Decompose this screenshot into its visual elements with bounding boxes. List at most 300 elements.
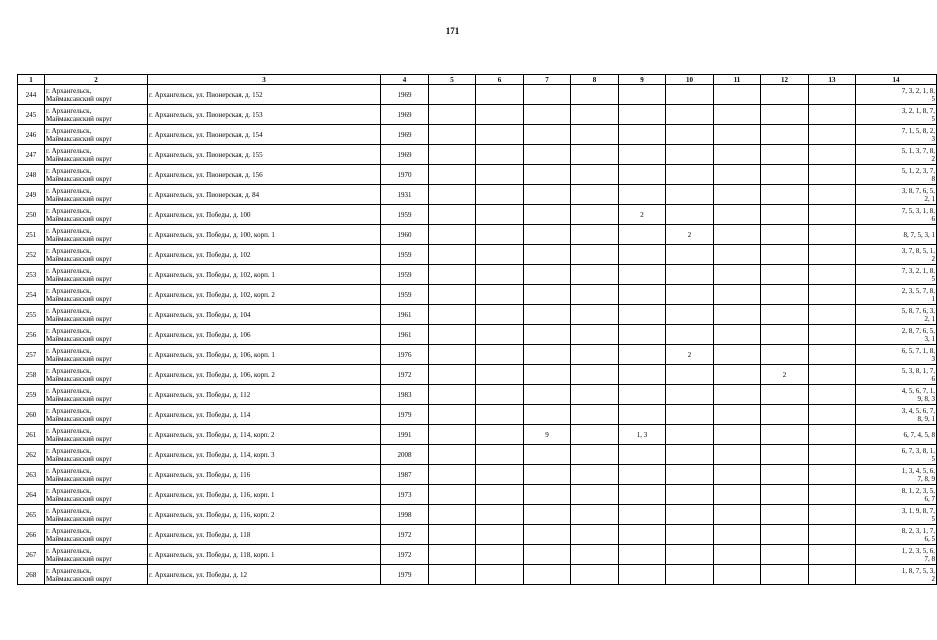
- col-13-cell: [809, 205, 856, 225]
- row-number-cell-text: 258: [25, 370, 37, 379]
- col-5-cell: [429, 285, 476, 305]
- district-cell: [45, 125, 148, 145]
- year-cell: [381, 405, 429, 425]
- row-number-cell-text: 253: [25, 270, 37, 279]
- row-number-cell: [18, 325, 45, 345]
- year-cell: [381, 245, 429, 265]
- col-11-cell: [714, 85, 761, 105]
- col-14-cell-text: 7, 1, 5, 8, 2, 3: [901, 126, 935, 143]
- row-number-cell-text: 268: [25, 570, 37, 579]
- address-cell-text: г. Архангельск, ул. Победы, д. 116: [149, 470, 251, 479]
- col-11-cell: [714, 465, 761, 485]
- year-cell-text: 1960: [397, 230, 412, 239]
- col-5-cell: [429, 545, 476, 565]
- col-11-cell: [714, 305, 761, 325]
- col-11-cell: [714, 365, 761, 385]
- col-14-cell: [856, 325, 937, 345]
- col-13-cell: [809, 345, 856, 365]
- col-13-cell: [809, 545, 856, 565]
- col-7-cell: [524, 225, 571, 245]
- district-cell: [45, 305, 148, 325]
- col-14-cell: [856, 365, 937, 385]
- year-cell: [381, 305, 429, 325]
- row-number-cell-text: 255: [25, 310, 37, 319]
- col-9-cell: [619, 565, 666, 585]
- col-6-cell: [476, 105, 524, 125]
- year-cell-text: 1961: [397, 330, 412, 339]
- col-6-cell: [476, 425, 524, 445]
- col-10-cell-text: 2: [687, 350, 692, 359]
- district-cell: [45, 265, 148, 285]
- row-number-cell-text: 262: [25, 450, 37, 459]
- table-row: [18, 165, 937, 185]
- address-cell: [148, 85, 381, 105]
- address-cell-text: г. Архангельск, ул. Победы, д. 114: [149, 410, 251, 419]
- col-8-cell: [571, 345, 619, 365]
- row-number-cell: [18, 565, 45, 585]
- col-6-cell: [476, 545, 524, 565]
- col-14-cell: [856, 425, 937, 445]
- row-number-cell: [18, 345, 45, 365]
- col-13-cell: [809, 265, 856, 285]
- table-row: [18, 325, 937, 345]
- col-7-cell: [524, 305, 571, 325]
- year-cell-text: 1931: [397, 190, 412, 199]
- col-10-cell: [666, 205, 714, 225]
- district-cell-text: г. Архангельск, Маймаксанский округ: [46, 226, 113, 243]
- col-8-cell: [571, 525, 619, 545]
- col-14-cell: [856, 105, 937, 125]
- address-cell: [148, 325, 381, 345]
- district-cell-text: г. Архангельск, Маймаксанский округ: [46, 166, 113, 183]
- row-number-cell: [18, 485, 45, 505]
- col-12-cell: [761, 225, 809, 245]
- address-cell: [148, 445, 381, 465]
- col-8-cell: [571, 365, 619, 385]
- col-9-cell: [619, 185, 666, 205]
- row-number-cell-text: 263: [25, 470, 37, 479]
- col-13-cell: [809, 445, 856, 465]
- col-9-cell: [619, 545, 666, 565]
- address-cell-text: г. Архангельск, ул. Победы, д. 104: [149, 310, 251, 319]
- col-11-cell: [714, 205, 761, 225]
- address-cell-text: г. Архангельск, ул. Победы, д. 100, корп. 1: [149, 230, 275, 239]
- col-10-cell: [666, 305, 714, 325]
- year-cell: [381, 325, 429, 345]
- table-row: [18, 285, 937, 305]
- year-cell: [381, 205, 429, 225]
- year-cell: [381, 105, 429, 125]
- table-row: [18, 305, 937, 325]
- col-7-cell: [524, 105, 571, 125]
- col-7-cell: [524, 325, 571, 345]
- col-13-cell: [809, 405, 856, 425]
- col-14-cell-text: 3, 2, 1, 8, 7, 5: [901, 106, 935, 123]
- year-cell-text: 2008: [397, 450, 412, 459]
- col-9-cell: [619, 465, 666, 485]
- col-10-cell: [666, 365, 714, 385]
- col-14-cell-text: 6, 7, 4, 5, 8: [903, 430, 935, 439]
- col-9-cell-text: 1, 3: [636, 430, 648, 439]
- col-9-cell: [619, 385, 666, 405]
- year-cell-text: 1970: [397, 170, 412, 179]
- col-13-cell: [809, 305, 856, 325]
- col-11-cell: [714, 425, 761, 445]
- address-cell: [148, 545, 381, 565]
- col-14-cell: [856, 525, 937, 545]
- col-13-cell: [809, 185, 856, 205]
- district-cell-text: г. Архангельск, Маймаксанский округ: [46, 206, 113, 223]
- col-7-cell: [524, 245, 571, 265]
- col-12-cell: [761, 365, 809, 385]
- col-5-cell: [429, 525, 476, 545]
- col-13-cell: [809, 325, 856, 345]
- district-cell-text: г. Архангельск, Маймаксанский округ: [46, 186, 113, 203]
- col-13-cell: [809, 385, 856, 405]
- col-11-cell: [714, 325, 761, 345]
- col-12-cell: [761, 545, 809, 565]
- col-13-cell: [809, 565, 856, 585]
- col-11-cell: [714, 145, 761, 165]
- table-row: [18, 485, 937, 505]
- year-cell-text: 1969: [397, 110, 412, 119]
- col-9-cell: [619, 245, 666, 265]
- row-number-cell: [18, 445, 45, 465]
- district-cell: [45, 385, 148, 405]
- col-6-cell: [476, 385, 524, 405]
- col-14-cell-text: 2, 8, 7, 6, 5, 3, 1: [901, 326, 935, 343]
- col-7-cell: [524, 285, 571, 305]
- col-6-cell: [476, 145, 524, 165]
- col-9-cell: [619, 285, 666, 305]
- address-cell-text: г. Архангельск, ул. Победы, д. 116, корп. 2: [149, 510, 275, 519]
- row-number-cell-text: 254: [25, 290, 37, 299]
- col-13-cell: [809, 225, 856, 245]
- address-cell: [148, 225, 381, 245]
- col-10-cell: [666, 285, 714, 305]
- col-8-cell: [571, 305, 619, 325]
- address-cell: [148, 485, 381, 505]
- row-number-cell-text: 267: [25, 550, 37, 559]
- year-cell: [381, 165, 429, 185]
- col-11-cell: [714, 285, 761, 305]
- col-6-cell: [476, 245, 524, 265]
- col-12-cell: [761, 285, 809, 305]
- col-14-cell: [856, 265, 937, 285]
- col-10-cell: [666, 565, 714, 585]
- col-5-cell: [429, 385, 476, 405]
- col-6-cell: [476, 205, 524, 225]
- col-7-cell: [524, 485, 571, 505]
- table-body: [18, 85, 937, 585]
- col-11-cell: [714, 185, 761, 205]
- column-header: 14: [856, 75, 937, 85]
- address-cell: [148, 185, 381, 205]
- col-8-cell: [571, 205, 619, 225]
- col-14-cell-text: 2, 3, 5, 7, 8, 1: [901, 286, 935, 303]
- col-5-cell: [429, 145, 476, 165]
- district-cell-text: г. Архангельск, Маймаксанский округ: [46, 526, 113, 543]
- col-11-cell: [714, 245, 761, 265]
- column-header: 2: [45, 75, 148, 85]
- table-row: [18, 105, 937, 125]
- row-number-cell: [18, 525, 45, 545]
- col-6-cell: [476, 465, 524, 485]
- col-10-cell: [666, 145, 714, 165]
- address-cell: [148, 425, 381, 445]
- col-5-cell: [429, 485, 476, 505]
- col-14-cell: [856, 345, 937, 365]
- year-cell-text: 1972: [397, 550, 412, 559]
- table-row: [18, 565, 937, 585]
- col-14-cell-text: 5, 3, 8, 1, 7, 6: [901, 366, 935, 383]
- col-9-cell: [619, 225, 666, 245]
- col-10-cell: [666, 465, 714, 485]
- col-5-cell: [429, 445, 476, 465]
- row-number-cell: [18, 265, 45, 285]
- year-cell: [381, 365, 429, 385]
- address-cell: [148, 245, 381, 265]
- col-5-cell: [429, 425, 476, 445]
- column-header: 8: [571, 75, 619, 85]
- column-header: 13: [809, 75, 856, 85]
- district-cell-text: г. Архангельск, Маймаксанский округ: [46, 446, 113, 463]
- row-number-cell-text: 252: [25, 250, 37, 259]
- address-cell: [148, 125, 381, 145]
- row-number-cell: [18, 365, 45, 385]
- col-6-cell: [476, 285, 524, 305]
- col-8-cell: [571, 285, 619, 305]
- column-header: 7: [524, 75, 571, 85]
- district-cell: [45, 365, 148, 385]
- district-cell-text: г. Архангельск, Маймаксанский округ: [46, 86, 113, 103]
- table-row: [18, 445, 937, 465]
- col-9-cell: [619, 445, 666, 465]
- col-9-cell: [619, 405, 666, 425]
- col-6-cell: [476, 365, 524, 385]
- col-8-cell: [571, 405, 619, 425]
- district-cell: [45, 145, 148, 165]
- district-cell-text: г. Архангельск, Маймаксанский округ: [46, 406, 113, 423]
- address-cell: [148, 345, 381, 365]
- col-5-cell: [429, 165, 476, 185]
- column-header: 11: [714, 75, 761, 85]
- col-10-cell: [666, 125, 714, 145]
- year-cell: [381, 505, 429, 525]
- col-5-cell: [429, 325, 476, 345]
- col-9-cell: [619, 325, 666, 345]
- column-header: 5: [429, 75, 476, 85]
- year-cell: [381, 425, 429, 445]
- col-14-cell-text: 7, 5, 3, 1, 8, 6: [901, 206, 935, 223]
- address-cell-text: г. Архангельск, ул. Победы, д. 118: [149, 530, 251, 539]
- year-cell-text: 1959: [397, 270, 412, 279]
- row-number-cell: [18, 285, 45, 305]
- col-12-cell: [761, 105, 809, 125]
- col-10-cell: [666, 525, 714, 545]
- column-header: 9: [619, 75, 666, 85]
- col-6-cell: [476, 565, 524, 585]
- address-cell-text: г. Архангельск, ул. Пионерская, д. 155: [149, 150, 263, 159]
- col-10-cell: [666, 265, 714, 285]
- district-cell: [45, 85, 148, 105]
- row-number-cell: [18, 85, 45, 105]
- col-9-cell: [619, 145, 666, 165]
- address-cell-text: г. Архангельск, ул. Победы, д. 114, корп. 3: [149, 450, 275, 459]
- col-11-cell: [714, 565, 761, 585]
- address-cell-text: г. Архангельск, ул. Победы, д. 102, корп. 1: [149, 270, 275, 279]
- district-cell-text: г. Архангельск, Маймаксанский округ: [46, 246, 113, 263]
- address-cell: [148, 305, 381, 325]
- row-number-cell: [18, 185, 45, 205]
- year-cell-text: 1987: [397, 470, 412, 479]
- col-13-cell: [809, 485, 856, 505]
- year-cell: [381, 85, 429, 105]
- district-cell-text: г. Архангельск, Маймаксанский округ: [46, 546, 113, 563]
- col-12-cell: [761, 245, 809, 265]
- table-row: [18, 385, 937, 405]
- col-10-cell: [666, 505, 714, 525]
- col-12-cell: [761, 305, 809, 325]
- col-6-cell: [476, 485, 524, 505]
- address-cell-text: г. Архангельск, ул. Победы, д. 102: [149, 250, 251, 259]
- col-10-cell: [666, 225, 714, 245]
- district-cell-text: г. Архангельск, Маймаксанский округ: [46, 506, 113, 523]
- year-cell: [381, 545, 429, 565]
- col-10-cell: [666, 185, 714, 205]
- col-8-cell: [571, 325, 619, 345]
- row-number-cell: [18, 305, 45, 325]
- col-9-cell: [619, 265, 666, 285]
- col-10-cell: [666, 545, 714, 565]
- col-9-cell: [619, 365, 666, 385]
- col-7-cell: [524, 545, 571, 565]
- year-cell-text: 1998: [397, 510, 412, 519]
- year-cell-text: 1959: [397, 250, 412, 259]
- col-14-cell: [856, 465, 937, 485]
- col-14-cell: [856, 285, 937, 305]
- col-7-cell-text: 9: [545, 430, 549, 439]
- table-row: [18, 125, 937, 145]
- col-13-cell: [809, 285, 856, 305]
- row-number-cell: [18, 205, 45, 225]
- col-6-cell: [476, 505, 524, 525]
- row-number-cell-text: 266: [25, 530, 37, 539]
- district-cell-text: г. Архангельск, Маймаксанский округ: [46, 346, 113, 363]
- year-cell-text: 1969: [397, 90, 412, 99]
- district-cell-text: г. Архангельск, Маймаксанский округ: [46, 146, 113, 163]
- col-5-cell: [429, 85, 476, 105]
- col-10-cell: [666, 165, 714, 185]
- col-8-cell: [571, 505, 619, 525]
- address-cell-text: г. Архангельск, ул. Победы, д. 106: [149, 330, 251, 339]
- district-cell: [45, 445, 148, 465]
- col-5-cell: [429, 405, 476, 425]
- col-11-cell: [714, 165, 761, 185]
- col-7-cell: [524, 125, 571, 145]
- col-12-cell: [761, 265, 809, 285]
- buildings-table: [17, 74, 937, 585]
- col-7-cell: [524, 85, 571, 105]
- year-cell: [381, 265, 429, 285]
- year-cell-text: 1972: [397, 530, 412, 539]
- col-9-cell: [619, 205, 666, 225]
- district-cell-text: г. Архангельск, Маймаксанский округ: [46, 466, 113, 483]
- col-8-cell: [571, 125, 619, 145]
- address-cell: [148, 265, 381, 285]
- col-7-cell: [524, 445, 571, 465]
- address-cell: [148, 565, 381, 585]
- col-5-cell: [429, 225, 476, 245]
- district-cell-text: г. Архангельск, Маймаксанский округ: [46, 106, 113, 123]
- col-5-cell: [429, 565, 476, 585]
- page-number: 171: [445, 26, 460, 36]
- col-9-cell: [619, 85, 666, 105]
- col-7-cell: [524, 265, 571, 285]
- row-number-cell: [18, 105, 45, 125]
- address-cell: [148, 525, 381, 545]
- row-number-cell: [18, 125, 45, 145]
- row-number-cell-text: 264: [25, 490, 37, 499]
- col-7-cell: [524, 385, 571, 405]
- col-14-cell: [856, 85, 937, 105]
- col-9-cell: [619, 105, 666, 125]
- row-number-cell-text: 259: [25, 390, 37, 399]
- row-number-cell-text: 256: [25, 330, 37, 339]
- district-cell: [45, 225, 148, 245]
- address-cell: [148, 505, 381, 525]
- row-number-cell-text: 261: [25, 430, 37, 439]
- col-12-cell: [761, 145, 809, 165]
- table-row: [18, 365, 937, 385]
- row-number-cell-text: 250: [25, 210, 37, 219]
- row-number-cell: [18, 145, 45, 165]
- col-14-cell: [856, 165, 937, 185]
- col-12-cell: [761, 465, 809, 485]
- col-9-cell: [619, 485, 666, 505]
- col-8-cell: [571, 85, 619, 105]
- district-cell: [45, 245, 148, 265]
- col-14-cell-text: 3, 4, 5, 6, 7, 8, 9, 1: [901, 406, 935, 423]
- district-cell: [45, 465, 148, 485]
- year-cell-text: 1983: [397, 390, 412, 399]
- col-14-cell-text: 3, 8, 7, 6, 5, 2, 1: [901, 186, 935, 203]
- district-cell-text: г. Архангельск, Маймаксанский округ: [46, 426, 113, 443]
- table-row: [18, 145, 937, 165]
- col-14-cell: [856, 225, 937, 245]
- col-14-cell-text: 5, 1, 3, 7, 8, 2: [901, 146, 935, 163]
- col-12-cell: [761, 85, 809, 105]
- col-8-cell: [571, 385, 619, 405]
- col-13-cell: [809, 365, 856, 385]
- column-header: 1: [18, 75, 45, 85]
- col-5-cell: [429, 185, 476, 205]
- col-10-cell: [666, 245, 714, 265]
- year-cell-text: 1979: [397, 570, 412, 579]
- col-12-cell-text: 2: [782, 370, 787, 379]
- col-5-cell: [429, 265, 476, 285]
- row-number-cell: [18, 165, 45, 185]
- col-14-cell: [856, 305, 937, 325]
- col-12-cell: [761, 185, 809, 205]
- col-14-cell: [856, 545, 937, 565]
- col-9-cell: [619, 425, 666, 445]
- col-11-cell: [714, 105, 761, 125]
- column-header: 10: [666, 75, 714, 85]
- year-cell: [381, 485, 429, 505]
- col-6-cell: [476, 225, 524, 245]
- address-cell-text: г. Архангельск, ул. Пионерская, д. 156: [149, 170, 263, 179]
